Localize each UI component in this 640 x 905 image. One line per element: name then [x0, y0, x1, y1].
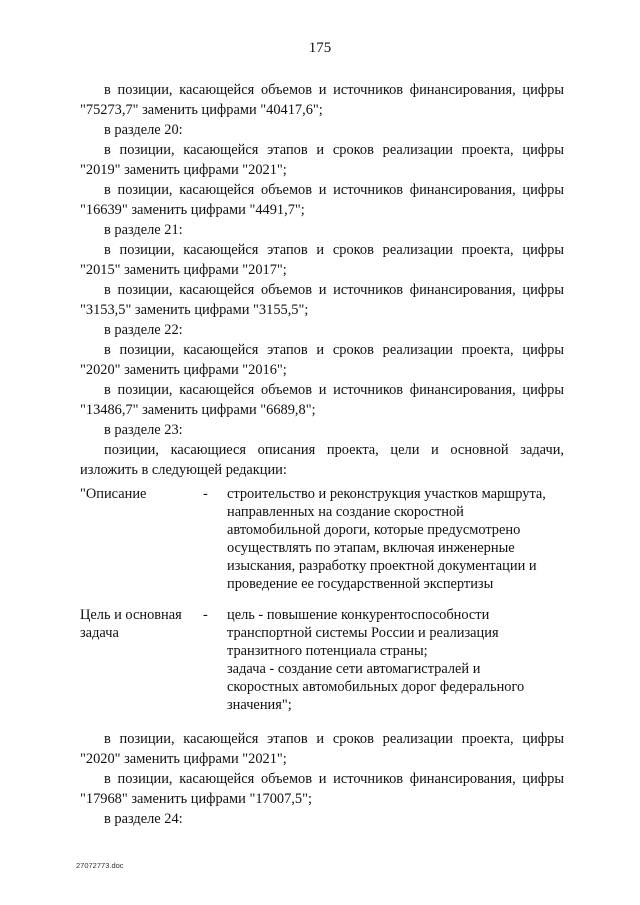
section-heading: в разделе 24: [104, 811, 183, 827]
section-heading: в разделе 22: [104, 322, 183, 338]
paragraph: в позиции, касающейся этапов и сроков реализации проекта, цифры "2020" заменить цифрами "2021"; [80, 731, 564, 767]
definition-body: строительство и реконструкция участков маршрута, направленных на создание скоростной автомобильной дороги, которые предусмотрено осуществлять по этапам, включая инженерные изыскания, разработку проектной документации и проведение ее государственной экспертизы [227, 486, 546, 592]
definition-row-goal [80, 606, 564, 714]
paragraph: в позиции, касающейся объемов и источников финансирования, цифры "3153,5" заменить цифрами "3155,5"; [80, 282, 564, 318]
definition-dash: - [203, 607, 208, 623]
definition-body: цель - повышение конкурентоспособности транспортной системы России и реализация транзитного потенциала страны; задача - создание сети автомагистралей и скоростных автомобильных дорог федерального значения"; [227, 607, 525, 713]
paragraph: в позиции, касающейся этапов и сроков реализации проекта, цифры "2019" заменить цифрами "2021"; [80, 142, 564, 178]
paragraph: в позиции, касающейся объемов и источников финансирования, цифры "13486,7" заменить цифрами "6689,8"; [80, 382, 564, 418]
definition-row-description [80, 485, 564, 593]
amendments-text [80, 80, 564, 480]
footer-document-code: 27072773.doc [76, 861, 124, 870]
definition-dash: - [203, 486, 208, 502]
paragraph: в позиции, касающейся этапов и сроков реализации проекта, цифры "2020" заменить цифрами "2016"; [80, 342, 564, 378]
section-heading: в разделе 20: [104, 122, 183, 138]
definition-term: "Описание [80, 486, 147, 502]
paragraph: в позиции, касающейся этапов и сроков реализации проекта, цифры "2015" заменить цифрами "2017"; [80, 242, 564, 278]
definition-term: Цель и основная задача [80, 607, 182, 641]
paragraph: в позиции, касающейся объемов и источников финансирования, цифры "17968" заменить цифрами "17007,5"; [80, 771, 564, 807]
paragraph: в позиции, касающейся объемов и источников финансирования, цифры "75273,7" заменить цифрами "40417,6"; [80, 82, 564, 118]
page-number: 175 [308, 40, 332, 56]
paragraph: в позиции, касающейся объемов и источников финансирования, цифры "16639" заменить цифрами "4491,7"; [80, 182, 564, 218]
amendments-text-continued [80, 729, 564, 829]
paragraph: позиции, касающиеся описания проекта, цели и основной задачи, изложить в следующей редакции: [80, 442, 564, 478]
section-heading: в разделе 23: [104, 422, 183, 438]
section-heading: в разделе 21: [104, 222, 183, 238]
